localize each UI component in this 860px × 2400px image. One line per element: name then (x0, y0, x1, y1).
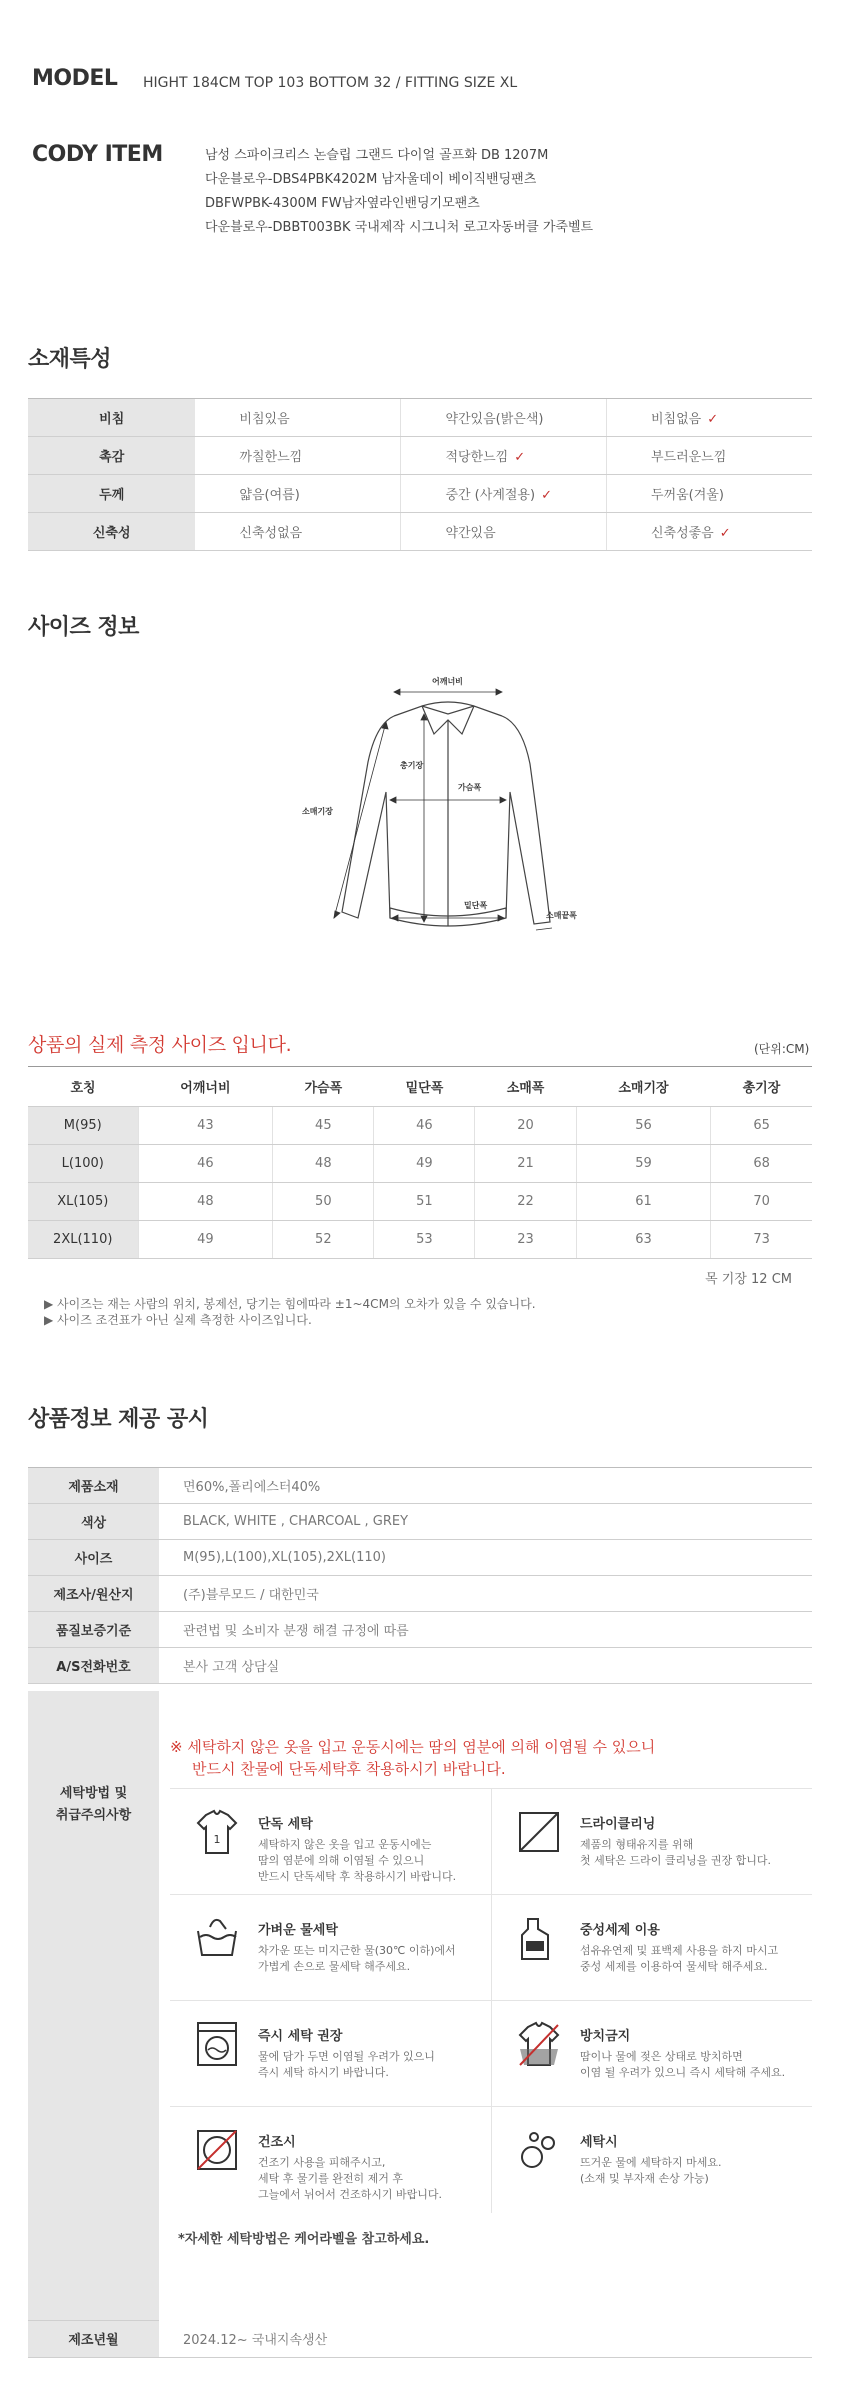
care-label: 세탁방법 및 (59, 1786, 128, 1801)
size-row-label: M(95) (28, 1107, 138, 1145)
info-label: 제품소재 (28, 1468, 159, 1504)
size-cell: 73 (711, 1221, 812, 1259)
bubbles-icon (514, 2125, 564, 2175)
care-item (491, 1789, 812, 1895)
material-option (606, 475, 812, 513)
info-label: 색상 (28, 1504, 159, 1540)
care-item-desc-line: 첫 세탁은 드라이 클리닝을 권장 합니다. (580, 1854, 771, 1867)
size-cell: 22 (475, 1183, 576, 1221)
care-item-desc-line: 가볍게 손으로 물세탁 해주세요. (258, 1960, 411, 1973)
care-item-desc-line: 중성 세제를 이용하여 물세탁 해주세요. (580, 1960, 768, 1973)
info-label: 사이즈 (28, 1540, 159, 1576)
size-cell: 50 (273, 1183, 374, 1221)
care-row (170, 1788, 812, 1894)
care-item-title: 세탁시 (580, 2135, 618, 2150)
care-item-desc-line: 땀이나 물에 젖은 상태로 방치하면 (580, 2050, 743, 2063)
material-title: 소재특성 (28, 347, 112, 372)
model-spec: HIGHT 184CM TOP 103 BOTTOM 32 / FITTING SIZE XL (143, 75, 518, 91)
material-option-label: 두꺼움(겨울) (650, 488, 724, 503)
material-option (195, 513, 401, 551)
info-row (28, 1540, 812, 1576)
no-soak-icon (514, 2019, 564, 2069)
size-cell: 61 (576, 1183, 711, 1221)
care-item-desc (580, 2049, 785, 2081)
neutral-detergent-icon (514, 1913, 564, 1963)
care-item-title: 가벼운 물세탁 (258, 1923, 338, 1938)
care-label: 취급주의사항 (55, 1808, 132, 1823)
material-option (195, 437, 401, 475)
material-row (28, 513, 812, 551)
size-cell: 70 (711, 1183, 812, 1221)
info-value: 면60%,폴리에스터40% (159, 1468, 812, 1504)
material-option-label: 약간있음(밝은색) (445, 412, 544, 427)
size-cell: 48 (273, 1145, 374, 1183)
material-option (195, 399, 401, 437)
svg-text:1: 1 (213, 1833, 221, 1846)
material-option (401, 399, 607, 437)
size-column-header: 밑단폭 (374, 1067, 475, 1107)
size-note: ▶ 사이즈는 재는 사람의 위치, 봉제선, 당기는 힘에따라 ±1~4CM의 오차가 있을 수 있습니다. (44, 1297, 536, 1311)
size-table-heading: 상품의 실제 측정 사이즈 입니다. (28, 1034, 292, 1056)
material-option (606, 437, 812, 475)
care-item-desc (580, 1943, 778, 1975)
material-option-label: 비침있음 (239, 412, 290, 427)
info-value: 본사 고객 상담실 (159, 1648, 812, 1684)
size-info-title: 사이즈 정보 (28, 615, 139, 640)
care-item-desc-line: 섬유유연제 및 표백제 사용을 하지 마시고 (580, 1944, 779, 1957)
total-length-label: 총기장 (400, 761, 424, 770)
care-item-title: 드라이클리닝 (580, 1817, 656, 1832)
care-item-desc-line: 물에 담가 두면 이염될 우려가 있으니 (258, 2050, 435, 2063)
cuff-width-label: 소매끝폭 (546, 911, 577, 920)
info-value: M(95),L(100),XL(105),2XL(110) (159, 1540, 812, 1576)
size-cell: 23 (475, 1221, 576, 1259)
material-row (28, 437, 812, 475)
care-item-desc-line: 반드시 단독세탁 후 착용하시기 바랍니다. (258, 1870, 457, 1883)
material-option-label: 적당한느낌 (445, 450, 509, 465)
care-item-desc-line: 세탁 후 물기를 완전히 제거 후 (258, 2172, 403, 2185)
material-row-label: 두께 (28, 475, 195, 513)
material-row (28, 475, 812, 513)
material-option (401, 475, 607, 513)
material-option (606, 399, 812, 437)
info-label: A/S전화번호 (28, 1648, 159, 1684)
size-cell: 52 (273, 1221, 374, 1259)
dry-clean-icon (514, 1807, 564, 1857)
check-icon: ✓ (541, 488, 552, 503)
care-item (170, 2001, 491, 2107)
size-cell: 49 (138, 1221, 273, 1259)
material-table (28, 398, 812, 551)
size-column-header: 소매폭 (475, 1067, 576, 1107)
size-row-label: L(100) (28, 1145, 138, 1183)
cody-item: 다운블로우-DBS4PBK4202M 남자울데이 베이직밴딩팬츠 (205, 172, 537, 187)
size-cell: 56 (576, 1107, 711, 1145)
care-item-desc (580, 2155, 722, 2187)
size-cell: 59 (576, 1145, 711, 1183)
size-cell: 63 (576, 1221, 711, 1259)
care-item-desc-line: 뜨거운 물에 세탁하지 마세요. (580, 2156, 722, 2169)
care-item (170, 1789, 491, 1895)
info-value: (주)블루모드 / 대한민국 (159, 1576, 812, 1612)
material-option-label: 비침없음 (650, 412, 702, 427)
care-row (170, 1894, 812, 2000)
hem-width-label: 밑단폭 (464, 901, 488, 910)
care-item-desc-line: 건조기 사용을 피해주시고, (258, 2156, 386, 2169)
cody-item-list (205, 144, 593, 240)
size-cell: 53 (374, 1221, 475, 1259)
cody-item: 다운블로우-DBBT003BK 국내제작 시그니처 로고자동버클 가죽벨트 (205, 220, 594, 235)
size-unit: (단위:CM) (754, 1042, 810, 1056)
care-row (170, 2000, 812, 2106)
size-cell: 68 (711, 1145, 812, 1183)
material-option-label: 까칠한느낌 (239, 450, 303, 465)
info-value: 관련법 및 소비자 분쟁 해결 규정에 따름 (159, 1612, 812, 1648)
size-column-header: 가슴폭 (273, 1067, 374, 1107)
manufacture-value: 2024.12~ 국내지속생산 (159, 2321, 812, 2357)
size-row (28, 1145, 812, 1183)
care-warning-line: ※ 세탁하지 않은 옷을 입고 운동시에는 땀의 염분에 의해 이염될 수 있으니 (170, 1738, 656, 1756)
size-cell: 65 (711, 1107, 812, 1145)
product-info-title: 상품정보 제공 공시 (28, 1407, 209, 1432)
size-notes (44, 1296, 536, 1328)
jacket-size-diagram (298, 672, 598, 952)
material-option (606, 513, 812, 551)
size-cell: 46 (374, 1107, 475, 1145)
material-row (28, 399, 812, 437)
size-row (28, 1107, 812, 1145)
model-label: MODEL (32, 66, 118, 91)
care-item-title: 즉시 세탁 권장 (258, 2029, 343, 2044)
material-option (401, 513, 607, 551)
care-item-desc (580, 1837, 771, 1869)
care-item-desc (258, 2155, 442, 2203)
care-item-desc-line: 그늘에서 뉘어서 건조하시기 바랍니다. (258, 2188, 443, 2201)
material-option (195, 475, 401, 513)
size-row (28, 1221, 812, 1259)
material-option-label: 약간있음 (445, 526, 496, 541)
size-cell: 46 (138, 1145, 273, 1183)
cody-item: 남성 스파이크리스 논슬립 그랜드 다이얼 골프화 DB 1207M (205, 148, 549, 163)
hand-wash-icon (192, 1913, 242, 1963)
info-row (28, 1612, 812, 1648)
size-cell: 45 (273, 1107, 374, 1145)
care-item-desc (258, 1943, 456, 1975)
care-item-desc-line: 이염 될 우려가 있으니 즉시 세탁해 주세요. (580, 2066, 786, 2079)
check-icon: ✓ (707, 412, 719, 427)
manufacture-table (28, 2321, 812, 2358)
info-label: 품질보증기준 (28, 1612, 159, 1648)
info-row (28, 1576, 812, 1612)
info-value: BLACK, WHITE , CHARCOAL , GREY (159, 1504, 812, 1540)
care-item-title: 건조시 (258, 2135, 296, 2150)
care-item-desc-line: 제품의 형태유지를 위해 (580, 1838, 694, 1851)
care-item-desc (258, 1837, 456, 1885)
care-warning-line: 반드시 찬물에 단독세탁후 착용하시기 바랍니다. (192, 1760, 506, 1778)
care-warning (170, 1736, 655, 1780)
size-column-header: 호칭 (28, 1067, 138, 1107)
size-column-header: 어깨너비 (138, 1067, 273, 1107)
no-tumble-dry-icon (192, 2125, 242, 2175)
size-column-header: 소매기장 (576, 1067, 711, 1107)
care-item-desc-line: 땀의 염분에 의해 이염될 수 있으니 (258, 1854, 425, 1867)
material-option-label: 신축성좋음 (650, 526, 714, 541)
size-row-label: XL(105) (28, 1183, 138, 1221)
neck-length-note: 목 기장 12 CM (705, 1272, 792, 1287)
care-item (491, 2107, 812, 2213)
info-row (28, 1504, 812, 1540)
info-row (28, 1648, 812, 1684)
size-cell: 43 (138, 1107, 273, 1145)
care-footer: *자세한 세탁방법은 케어라벨을 참고하세요. (178, 2232, 430, 2247)
care-row (170, 2106, 812, 2212)
washing-machine-icon (192, 2019, 242, 2069)
material-row-label: 촉감 (28, 437, 195, 475)
care-item (170, 1895, 491, 2001)
size-cell: 51 (374, 1183, 475, 1221)
size-note: ▶ 사이즈 조견표가 아닌 실제 측정한 사이즈입니다. (44, 1313, 312, 1327)
care-item (170, 2107, 491, 2213)
size-cell: 49 (374, 1145, 475, 1183)
care-item-title: 중성세제 이용 (580, 1923, 660, 1938)
info-row (28, 1468, 812, 1504)
size-cell: 48 (138, 1183, 273, 1221)
material-option-label: 중간 (사계절용) (445, 488, 536, 503)
material-option (401, 437, 607, 475)
cody-item: DBFWPBK-4300M FW남자옆라인밴딩기모팬츠 (205, 196, 480, 211)
size-table (28, 1066, 812, 1259)
size-cell: 21 (475, 1145, 576, 1183)
care-item-desc (258, 2049, 435, 2081)
care-header-cell (28, 1691, 159, 2321)
care-item-desc-line: 세탁하지 않은 옷을 입고 운동시에는 (258, 1838, 432, 1851)
single-wash-icon (192, 1807, 242, 1857)
material-option-label: 신축성없음 (239, 526, 303, 541)
care-item-title: 단독 세탁 (258, 1817, 313, 1832)
check-icon: ✓ (514, 450, 526, 465)
info-label: 제조사/원산지 (28, 1576, 159, 1612)
care-item-desc-line: 즉시 세탁 하시기 바랍니다. (258, 2066, 389, 2079)
product-info-table (28, 1467, 812, 1684)
material-row-label: 비침 (28, 399, 195, 437)
material-option-label: 얇음(여름) (239, 488, 300, 503)
sleeve-length-label: 소매기장 (302, 807, 333, 816)
care-item-desc-line: (소재 및 부자재 손상 가능) (580, 2172, 709, 2185)
care-item-title: 방치금지 (580, 2029, 631, 2044)
manufacture-label: 제조년월 (28, 2321, 159, 2357)
material-option-label: 부드러운느낌 (650, 450, 727, 465)
size-column-header: 총기장 (711, 1067, 812, 1107)
size-cell: 20 (475, 1107, 576, 1145)
care-item (491, 1895, 812, 2001)
care-item (491, 2001, 812, 2107)
size-row-label: 2XL(110) (28, 1221, 138, 1259)
care-item-desc-line: 차가운 또는 미지근한 물(30℃ 이하)에서 (258, 1944, 456, 1957)
chest-width-label: 가슴폭 (458, 783, 482, 792)
cody-label: CODY ITEM (32, 142, 163, 167)
size-row (28, 1183, 812, 1221)
shoulder-width-label: 어깨너비 (432, 677, 463, 686)
check-icon: ✓ (719, 526, 731, 541)
material-row-label: 신축성 (28, 513, 195, 551)
